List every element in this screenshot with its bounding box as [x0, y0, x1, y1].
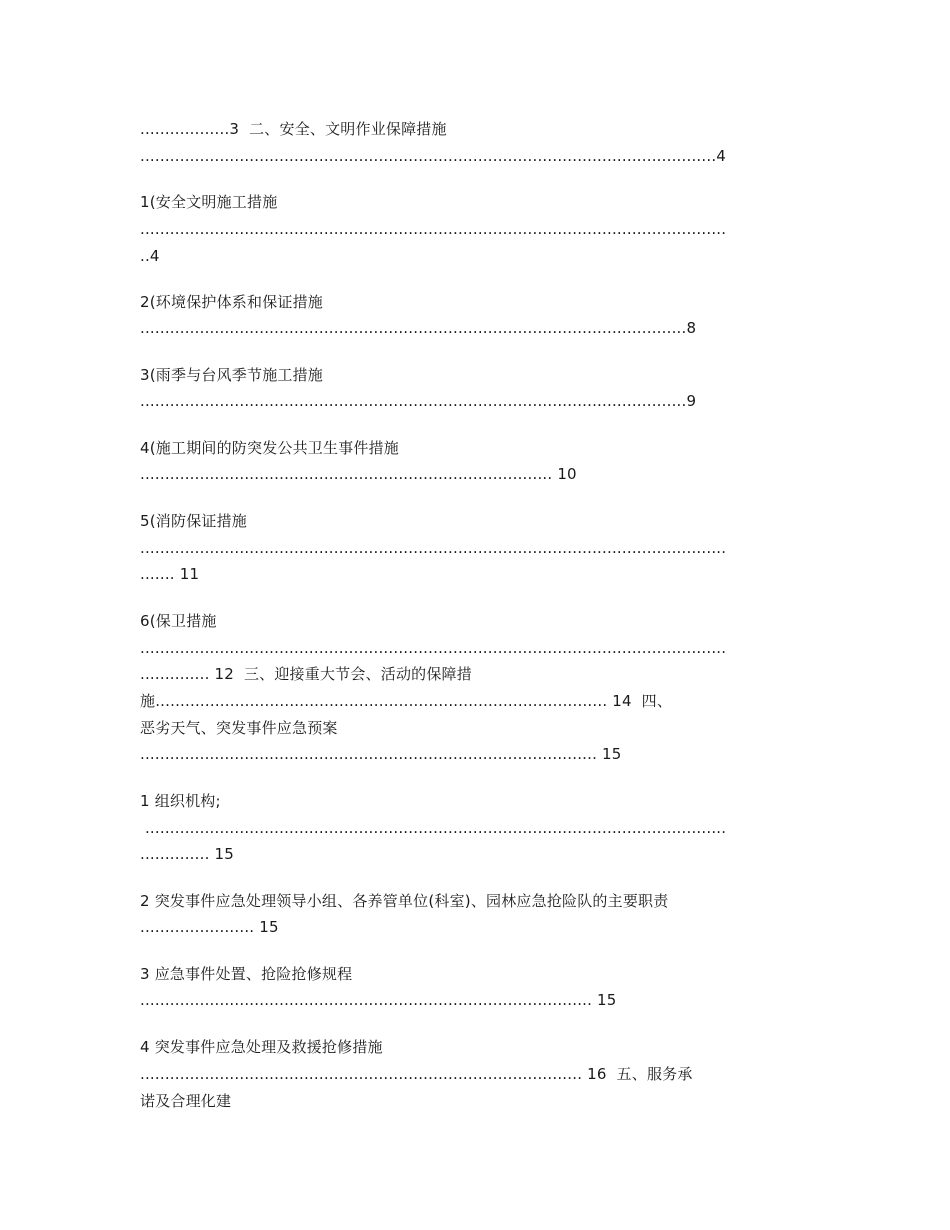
toc-page-number-line: .............. 15	[140, 845, 235, 863]
toc-leader-line: ..............................................................................................................9	[140, 392, 697, 410]
toc-line: 诺及合理化建	[140, 1092, 232, 1110]
toc-entry-heading: 1 组织机构;	[140, 792, 221, 810]
toc-leader-line: ........................................................................................... 15	[140, 991, 617, 1009]
toc-line: 恶劣天气、突发事件应急预案	[140, 719, 338, 737]
toc-leader-line: ....................... 15	[140, 918, 279, 936]
toc-leader-line: ............................................................................................ 15	[140, 745, 622, 763]
toc-line: 施........................................................................................... 14 四、	[140, 692, 673, 710]
toc-leader-line: ................................................................................... 10	[140, 465, 577, 483]
toc-leader-line: ......................................................................................................................	[140, 639, 727, 657]
toc-entry-heading: 4 突发事件应急处理及救援抢修措施	[140, 1038, 383, 1056]
toc-line: ..................3 二、安全、文明作业保障措施	[140, 120, 447, 138]
toc-line: .............. 12 三、迎接重大节会、活动的保障措	[140, 665, 472, 683]
toc-page-number-line: ....... 11	[140, 565, 200, 583]
toc-entry-heading: 3(雨季与台风季节施工措施	[140, 366, 323, 384]
toc-leader-line: ......................................................................................... 16 五、服务承	[140, 1065, 693, 1083]
toc-entry-heading: 1(安全文明施工措施	[140, 193, 278, 211]
toc-leader-line: ....................................................................................................................4	[140, 147, 727, 165]
toc-entry-heading: 2(环境保护体系和保证措施	[140, 293, 323, 311]
toc-entry-heading: 3 应急事件处置、抢险抢修规程	[140, 965, 353, 983]
toc-leader-line: ..............................................................................................................8	[140, 319, 697, 337]
toc-page-number-line: ..4	[140, 247, 160, 265]
toc-entry-heading: 5(消防保证措施	[140, 512, 247, 530]
toc-entry-heading: 2 突发事件应急处理领导小组、各养管单位(科室)、园林应急抢险队的主要职责	[140, 892, 669, 910]
toc-entry-heading: 6(保卫措施	[140, 612, 217, 630]
toc-leader-line: ......................................................................................................................	[140, 220, 727, 238]
toc-entry-heading: 4(施工期间的防突发公共卫生事件措施	[140, 439, 399, 457]
toc-leader-line: ......................................................................................................................	[140, 539, 727, 557]
toc-leader-line: .....................................................................................................................	[140, 819, 727, 837]
